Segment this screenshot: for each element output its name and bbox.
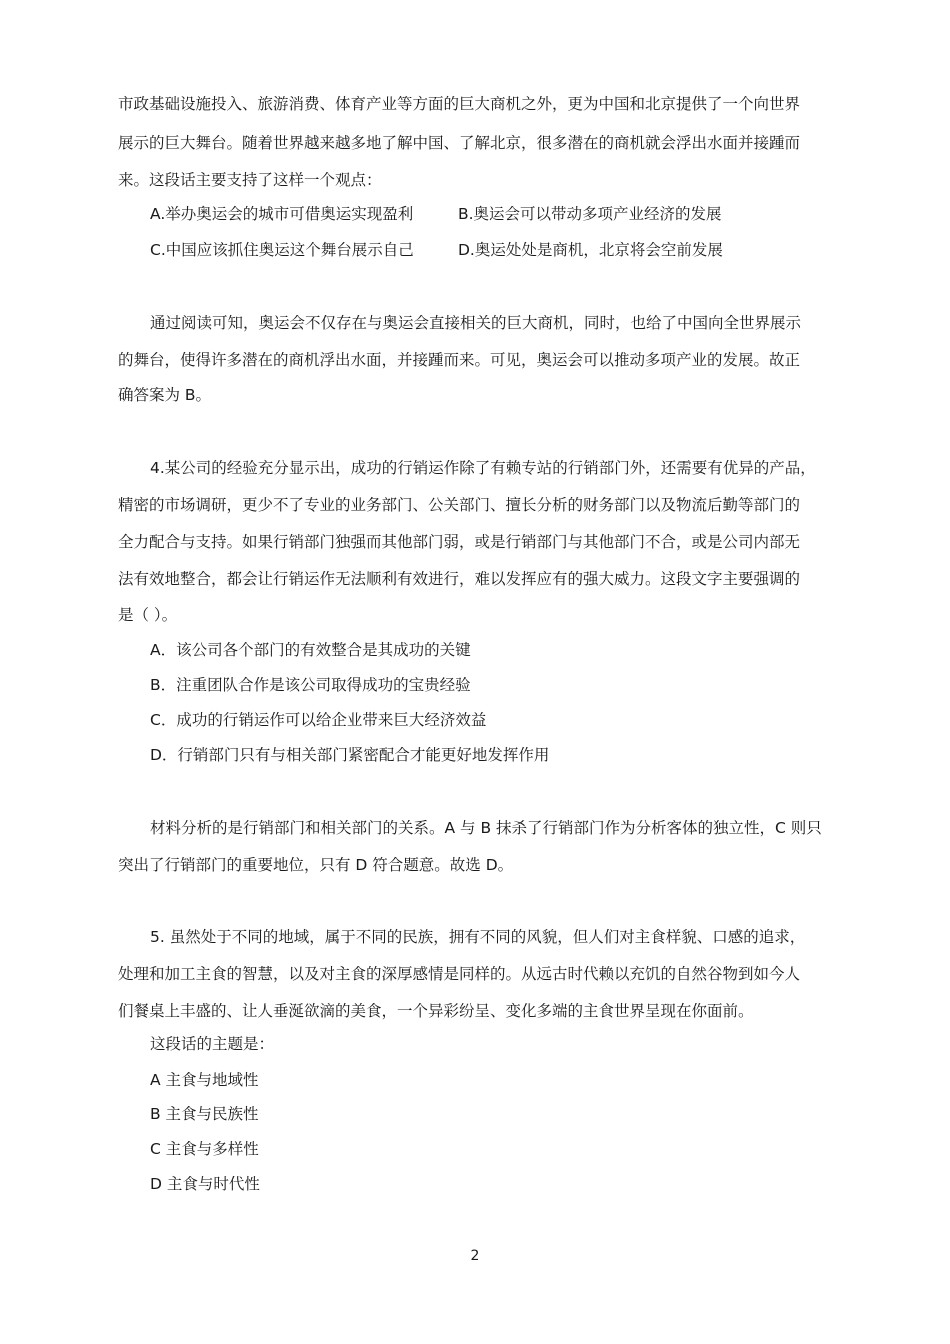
q4-option-a: A．该公司各个部门的有效整合是其成功的关键 — [150, 641, 471, 659]
q3-answer-line-2: 的舞台，使得许多潜在的商机浮出水面，并接踵而来。可见，奥运会可以推动多项产业的发展。故正 — [118, 351, 801, 369]
q4-text-line-4: 法有效地整合，都会让行销运作无法顺利有效进行，难以发挥应有的强大威力。这段文字主要强调的 — [118, 570, 801, 588]
q3-option-a: A.举办奥运会的城市可借奥运实现盈利 — [150, 205, 414, 223]
q5-text-line-1: 5. 虽然处于不同的地域，属于不同的民族，拥有不同的风貌，但人们对主食样貌、口感的追求， — [150, 928, 806, 946]
q5-text-line-3: 们餐桌上丰盛的、让人垂涎欲滴的美食，一个异彩纷呈、变化多端的主食世界呈现在你面前。 — [118, 1002, 754, 1020]
q3-text-line-2: 展示的巨大舞台。随着世界越来越多地了解中国、了解北京，很多潜在的商机就会浮出水面并接踵而 — [118, 134, 801, 152]
q5-option-b: B 主食与民族性 — [150, 1105, 259, 1123]
q5-prompt: 这段话的主题是： — [150, 1035, 275, 1053]
q5-option-a: A 主食与地域性 — [150, 1071, 259, 1089]
q4-answer-line-2: 突出了行销部门的重要地位，只有 D 符合题意。故选 D。 — [118, 856, 514, 874]
q3-answer-line-1: 通过阅读可知，奥运会不仅存在与奥运会直接相关的巨大商机，同时，也给了中国向全世界展示 — [150, 314, 802, 332]
q3-text-line-1: 市政基础设施投入、旅游消费、体育产业等方面的巨大商机之外，更为中国和北京提供了一个向世界 — [118, 95, 801, 113]
q4-text-line-5: 是（ ）。 — [118, 606, 178, 624]
q3-option-b: B.奥运会可以带动多项产业经济的发展 — [458, 205, 722, 223]
q5-option-c: C 主食与多样性 — [150, 1140, 259, 1158]
q3-option-d: D.奥运处处是商机，北京将会空前发展 — [458, 241, 723, 259]
q4-answer-line-1: 材料分析的是行销部门和相关部门的关系。A 与 B 抹杀了行销部门作为分析客体的独立性，C 则只 — [150, 819, 822, 837]
q3-text-line-3: 来。这段话主要支持了这样一个观点： — [118, 171, 382, 189]
q4-text-line-2: 精密的市场调研，更少不了专业的业务部门、公关部门、擅长分析的财务部门以及物流后勤等部门的 — [118, 496, 801, 514]
q4-option-d: D．行销部门只有与相关部门紧密配合才能更好地发挥作用 — [150, 746, 550, 764]
q5-option-d: D 主食与时代性 — [150, 1175, 260, 1193]
q5-text-line-2: 处理和加工主食的智慧，以及对主食的深厚感情是同样的。从远古时代赖以充饥的自然谷物到如今人 — [118, 965, 801, 983]
q4-option-b: B．注重团队合作是该公司取得成功的宝贵经验 — [150, 676, 471, 694]
q3-option-c: C.中国应该抓住奥运这个舞台展示自己 — [150, 241, 414, 259]
page-number: 2 — [470, 1248, 480, 1264]
q4-text-line-3: 全力配合与支持。如果行销部门独强而其他部门弱，或是行销部门与其他部门不合，或是公司内部无 — [118, 533, 801, 551]
q3-answer-line-3: 确答案为 B。 — [118, 386, 212, 404]
q4-option-c: C．成功的行销运作可以给企业带来巨大经济效益 — [150, 711, 487, 729]
q4-text-line-1: 4.某公司的经验充分显示出，成功的行销运作除了有赖专站的行销部门外，还需要有优异的产品， — [150, 459, 816, 477]
